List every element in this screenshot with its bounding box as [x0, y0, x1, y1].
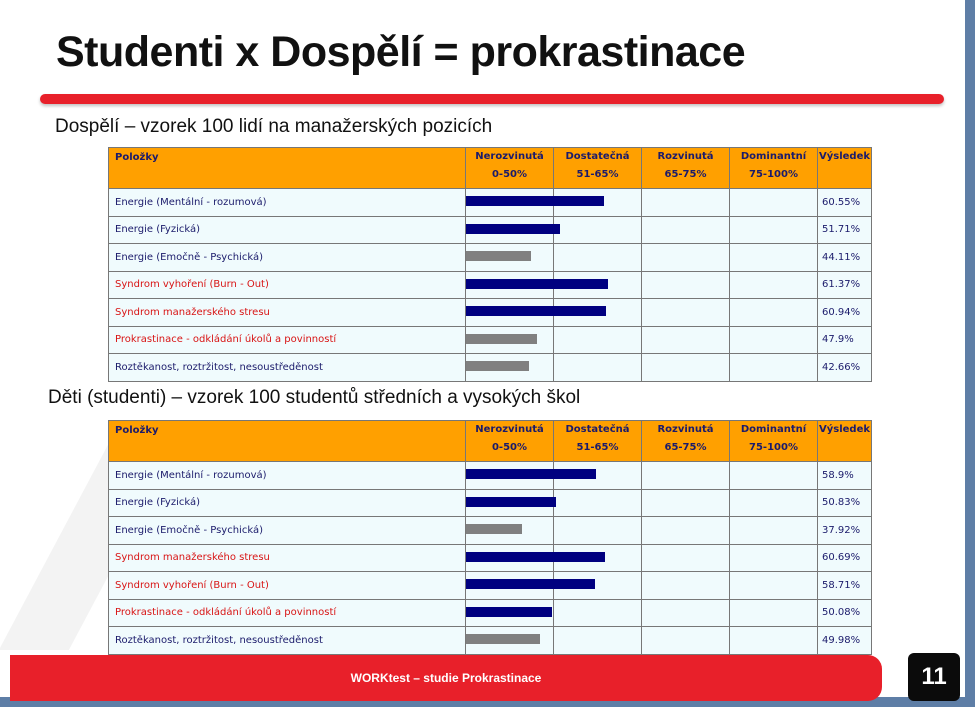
header-level-range: 0-50%: [491, 442, 528, 453]
table-row: [109, 189, 872, 217]
row-result: 61.37%: [818, 271, 872, 299]
level-cell: [642, 216, 730, 244]
level-cell: [642, 599, 730, 627]
table-row: [109, 627, 872, 655]
header-level-name: Dominantní: [740, 424, 807, 435]
header-level: [554, 148, 642, 189]
row-label: Syndrom manažerského stresu: [109, 544, 466, 572]
row-label: Syndrom manažerského stresu: [109, 299, 466, 327]
row-result: 58.9%: [818, 462, 872, 490]
score-bar: [466, 497, 556, 507]
row-label: Syndrom vyhoření (Burn - Out): [109, 572, 466, 600]
header-level-range: 51-65%: [576, 169, 619, 180]
level-cell: [554, 216, 642, 244]
table-row: [109, 572, 872, 600]
table-caption-students: Děti (studenti) – vzorek 100 studentů středních a vysokých škol: [48, 387, 581, 408]
row-result: 44.11%: [818, 244, 872, 272]
level-cell: [642, 572, 730, 600]
level-cell: [554, 627, 642, 655]
score-bar: [466, 196, 604, 206]
level-cell: [730, 489, 818, 517]
row-label: Energie (Mentální - rozumová): [109, 462, 466, 490]
title-underline: [40, 94, 944, 104]
score-bar: [466, 579, 595, 589]
level-cell: [466, 599, 554, 627]
header-level-range: 51-65%: [576, 442, 619, 453]
level-cell: [642, 462, 730, 490]
header-level-name: Dostatečná: [565, 151, 630, 162]
level-cell: [466, 244, 554, 272]
table-row: [109, 299, 872, 327]
level-cell: [466, 544, 554, 572]
table-caption-adults: Dospělí – vzorek 100 lidí na manažerských pozicích: [55, 116, 493, 137]
score-bar: [466, 306, 606, 316]
level-cell: [466, 517, 554, 545]
score-bar: [466, 469, 596, 479]
table-row: [109, 271, 872, 299]
results-table-students: [108, 420, 872, 655]
row-label: Energie (Mentální - rozumová): [109, 189, 466, 217]
score-bar: [466, 251, 531, 261]
header-level-range: 65-75%: [664, 169, 707, 180]
level-cell: [730, 271, 818, 299]
score-bar: [466, 552, 605, 562]
row-label: Prokrastinace - odkládání úkolů a povinností: [109, 326, 466, 354]
header-level-name: Nerozvinutá: [475, 424, 544, 435]
level-cell: [730, 244, 818, 272]
table-row: [109, 354, 872, 382]
score-bar: [466, 361, 529, 371]
row-label: Syndrom vyhoření (Burn - Out): [109, 271, 466, 299]
header-level-name: Nerozvinutá: [475, 151, 544, 162]
score-bar: [466, 524, 522, 534]
row-label: Prokrastinace - odkládání úkolů a povinností: [109, 599, 466, 627]
level-cell: [642, 271, 730, 299]
level-cell: [642, 244, 730, 272]
row-result: 60.69%: [818, 544, 872, 572]
row-result: 51.71%: [818, 216, 872, 244]
level-cell: [730, 189, 818, 217]
level-cell: [466, 326, 554, 354]
header-level: [554, 421, 642, 462]
level-cell: [730, 462, 818, 490]
header-level-name: Rozvinutá: [657, 424, 714, 435]
score-bar: [466, 634, 540, 644]
level-cell: [466, 489, 554, 517]
footer-text: WORKtest – studie Prokrastinace: [350, 671, 542, 685]
level-cell: [554, 599, 642, 627]
header-level: [466, 421, 554, 462]
level-cell: [554, 517, 642, 545]
score-bar: [466, 279, 608, 289]
level-cell: [642, 326, 730, 354]
row-result: 50.83%: [818, 489, 872, 517]
row-label: Energie (Emočně - Psychická): [109, 517, 466, 545]
footer-bar: [10, 655, 882, 701]
header-items: Položky: [109, 148, 466, 189]
row-result: 47.9%: [818, 326, 872, 354]
level-cell: [642, 299, 730, 327]
page-number: 11: [908, 653, 960, 701]
level-cell: [554, 244, 642, 272]
level-cell: [730, 572, 818, 600]
level-cell: [642, 544, 730, 572]
level-cell: [730, 354, 818, 382]
header-level-name: Dominantní: [740, 151, 807, 162]
header-level: [642, 148, 730, 189]
table-row: [109, 462, 872, 490]
row-label: Energie (Emočně - Psychická): [109, 244, 466, 272]
level-cell: [466, 572, 554, 600]
row-result: 37.92%: [818, 517, 872, 545]
header-level: [730, 421, 818, 462]
score-bar: [466, 607, 552, 617]
row-result: 49.98%: [818, 627, 872, 655]
header-row: [109, 148, 872, 189]
table-row: [109, 599, 872, 627]
table-row: [109, 244, 872, 272]
score-bar: [466, 224, 560, 234]
header-level-range: 0-50%: [491, 169, 528, 180]
level-cell: [730, 216, 818, 244]
row-result: 50.08%: [818, 599, 872, 627]
level-cell: [730, 627, 818, 655]
level-cell: [554, 354, 642, 382]
level-cell: [466, 462, 554, 490]
level-cell: [730, 599, 818, 627]
header-level-range: 65-75%: [664, 442, 707, 453]
header-level-name: Rozvinutá: [657, 151, 714, 162]
row-label: Energie (Fyzická): [109, 489, 466, 517]
level-cell: [730, 326, 818, 354]
header-level-range: 75-100%: [749, 442, 798, 453]
level-cell: [466, 299, 554, 327]
header-level-name: Dostatečná: [565, 424, 630, 435]
table-row: [109, 326, 872, 354]
header-result: Výsledek: [818, 421, 872, 462]
row-label: Energie (Fyzická): [109, 216, 466, 244]
results-table-adults: [108, 147, 872, 382]
level-cell: [730, 544, 818, 572]
level-cell: [642, 489, 730, 517]
level-cell: [466, 354, 554, 382]
slide-title: Studenti x Dospělí = prokrastinace: [56, 28, 746, 76]
score-bar: [466, 334, 537, 344]
row-result: 42.66%: [818, 354, 872, 382]
header-level: [642, 421, 730, 462]
table-row: [109, 489, 872, 517]
row-result: 60.55%: [818, 189, 872, 217]
level-cell: [554, 326, 642, 354]
header-items: Položky: [109, 421, 466, 462]
level-cell: [554, 489, 642, 517]
table-row: [109, 216, 872, 244]
row-label: Roztěkanost, roztržitost, nesoustředěnost: [109, 354, 466, 382]
level-cell: [730, 299, 818, 327]
header-level: [730, 148, 818, 189]
level-cell: [642, 627, 730, 655]
level-cell: [642, 517, 730, 545]
level-cell: [642, 189, 730, 217]
level-cell: [466, 271, 554, 299]
header-level: [466, 148, 554, 189]
level-cell: [642, 354, 730, 382]
row-label: Roztěkanost, roztržitost, nesoustředěnost: [109, 627, 466, 655]
level-cell: [730, 517, 818, 545]
level-cell: [466, 189, 554, 217]
level-cell: [466, 216, 554, 244]
header-result: Výsledek: [818, 148, 872, 189]
level-cell: [466, 627, 554, 655]
header-level-range: 75-100%: [749, 169, 798, 180]
header-row: [109, 421, 872, 462]
table-row: [109, 544, 872, 572]
row-result: 58.71%: [818, 572, 872, 600]
table-row: [109, 517, 872, 545]
row-result: 60.94%: [818, 299, 872, 327]
